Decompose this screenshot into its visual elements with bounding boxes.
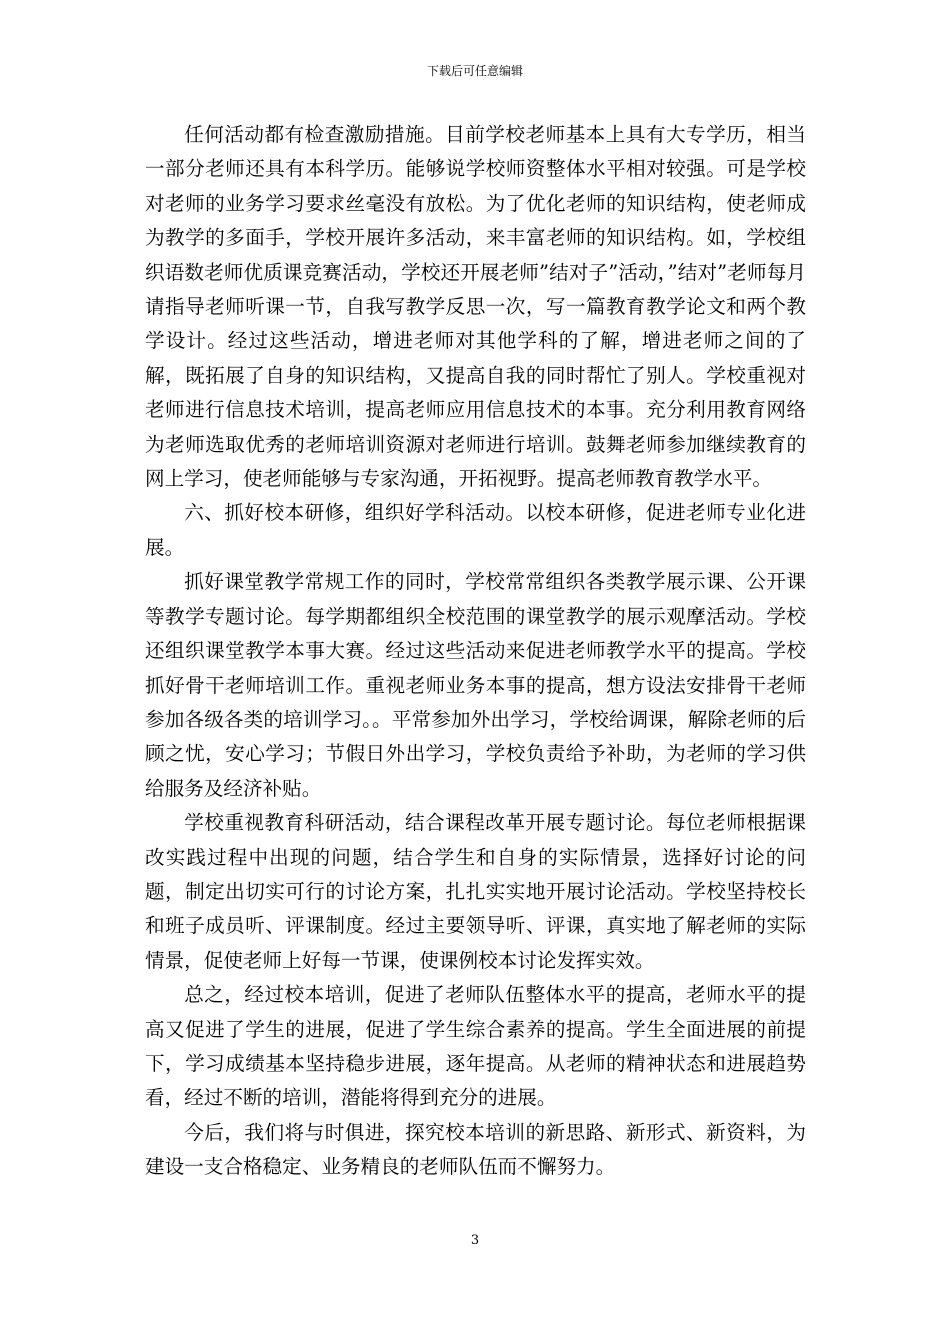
paragraph: 抓好课堂教学常规工作的同时，学校常常组织各类教学展示课、公开课等教学专题讨论。每学期都组织全校范围的课堂教学的展示观摩活动。学校还组织课堂教学本事大赛。经过这些活动来促进老师教学水平的提高。学校抓好骨干老师培训工作。重视老师业务本事的提高，想方设法安排骨干老师参加各级各类的培训学习。。平常参加外出学习，学校给调课，解除老师的后顾之忧，安心学习；节假日外出学习，学校负责给予补助，为老师的学习供给服务及经济补贴。 xyxy=(145,570,806,800)
paragraph: 今后，我们将与时俱进，探究校本培训的新思路、新形式、新资料，为建设一支合格稳定、业务精良的老师队伍而不懈努力。 xyxy=(145,1120,806,1179)
paragraph: 任何活动都有检查激励措施。目前学校老师基本上具有大专学历，相当一部分老师还具有本科学历。能够说学校师资整体水平相对较强。可是学校对老师的业务学习要求丝毫没有放松。为了优化老师的知识结构，使老师成为教学的多面手，学校开展许多活动，来丰富老师的知识结构。如，学校组织语数老师优质课竞赛活动，学校还开展老师”结对子”活动，”结对”老师每月请指导老师听课一节，自我写教学反思一次，写一篇教育教学论文和两个教学设计。经过这些活动，增进老师对其他学科的了解，增进老师之间的了解，既拓展了自身的知识结构，又提高自我的同时帮忙了别人。学校重视对老师进行信息技术培训，提高老师应用信息技术的本事。充分利用教育网络为老师选取优秀的老师培训资源对老师进行培训。鼓舞老师参加继续教育的网上学习，使老师能够与专家沟通，开拓视野。提高老师教育教学水平。 xyxy=(145,123,806,491)
document-body xyxy=(145,118,806,1185)
page-number: 3 xyxy=(470,1233,480,1248)
section-heading: 六、抓好校本研修，组织好学科活动。以校本研修，促进老师专业化进展。 xyxy=(145,501,806,559)
paragraph: 总之，经过校本培训，促进了老师队伍整体水平的提高，老师水平的提高又促进了学生的进展，促进了学生综合素养的提高。学生全面进展的前提下，学习成绩基本坚持稳步进展，逐年提高。从老师的精神状态和进展趋势看，经过不断的培训，潜能将得到充分的进展。 xyxy=(145,983,806,1110)
page-header: 下载后可任意编辑 xyxy=(426,64,523,78)
paragraph: 学校重视教育科研活动，结合课程改革开展专题讨论。每位老师根据课改实践过程中出现的问题，结合学生和自身的实际情景，选择好讨论的问题，制定出切实可行的讨论方案，扎扎实实地开展讨论活动。学校坚持校长和班子成员听、评课制度。经过主要领导听、评课，真实地了解老师的实际情景，促使老师上好每一节课，使课例校本讨论发挥实效。 xyxy=(145,811,806,972)
